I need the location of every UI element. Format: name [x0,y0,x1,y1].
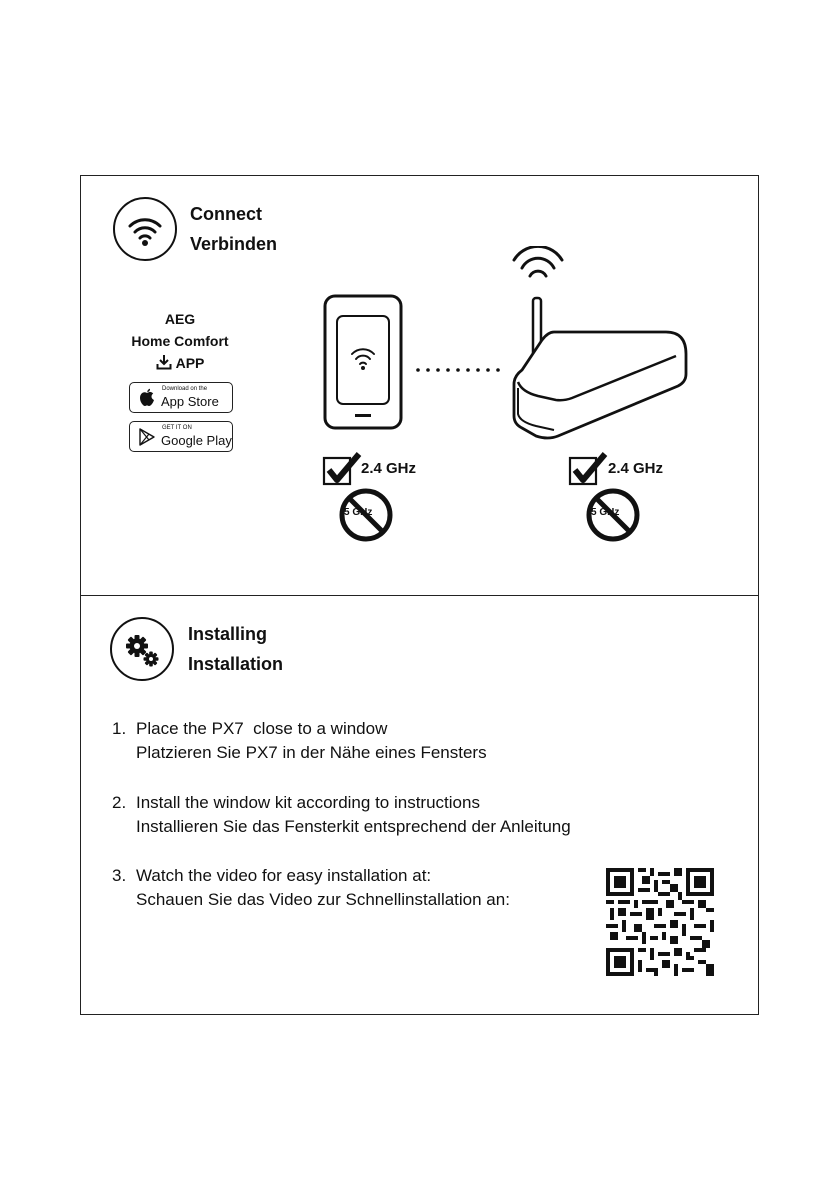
app-store-badge[interactable] [129,382,233,413]
phone-band-unsupported: 5 GHz [344,507,373,518]
app-label: APP [175,355,205,371]
step-3-en: Watch the video for easy installation at: [136,866,432,885]
phone-no-5ghz-icon [339,488,393,542]
step-3 [112,864,510,912]
phone-band-supported: 2.4 GHz [361,460,417,477]
app-product: Home Comfort [131,333,229,349]
connect-title-en: Connect [190,204,262,224]
app-brand: AEG [164,311,196,327]
connection-dots [415,360,507,378]
router-check-icon [568,452,608,491]
google-play-badge[interactable] [129,421,233,452]
step-2 [112,791,571,839]
google-play-small: GET IT ON [162,425,192,431]
google-play-big: Google Play [161,433,232,448]
connect-title-de: Verbinden [190,234,278,254]
step-2-number: 2. [112,793,127,812]
router-wifi-waves-icon [508,246,568,287]
installing-title-de: Installation [188,654,284,674]
installing-title-en: Installing [188,624,268,644]
section-divider [80,595,759,596]
app-store-small: Download on the [162,386,208,392]
step-2-en: Install the window kit according to instructions [136,793,480,812]
step-1 [112,717,487,765]
step-1-de: Platzieren Sie PX7 in der Nähe eines Fensters [136,743,487,762]
step-3-de: Schauen Sie das Video zur Schnellinstallation an: [136,890,510,909]
gears-icon [110,617,174,681]
connect-heading [190,199,277,259]
router-band-supported: 2.4 GHz [608,460,664,477]
app-label-row [110,352,250,376]
step-3-number: 3. [112,866,127,885]
google-play-icon [139,428,155,451]
router-band-unsupported: 5 GHz [591,507,620,518]
step-1-number: 1. [112,719,127,738]
phone-check-icon [322,452,362,491]
router-no-5ghz-icon [586,488,640,542]
app-store-big: App Store [161,394,219,409]
smartphone-illustration [323,294,405,437]
installing-heading [188,619,283,679]
step-1-en: Place the PX7 close to a window [136,719,388,738]
wifi-icon [113,197,177,261]
app-info [110,308,250,376]
step-2-de: Installieren Sie das Fensterkit entsprechend der Anleitung [136,817,571,836]
qr-code[interactable] [606,868,714,981]
apple-icon [139,388,155,412]
download-icon [156,354,172,376]
router-illustration [508,292,694,445]
